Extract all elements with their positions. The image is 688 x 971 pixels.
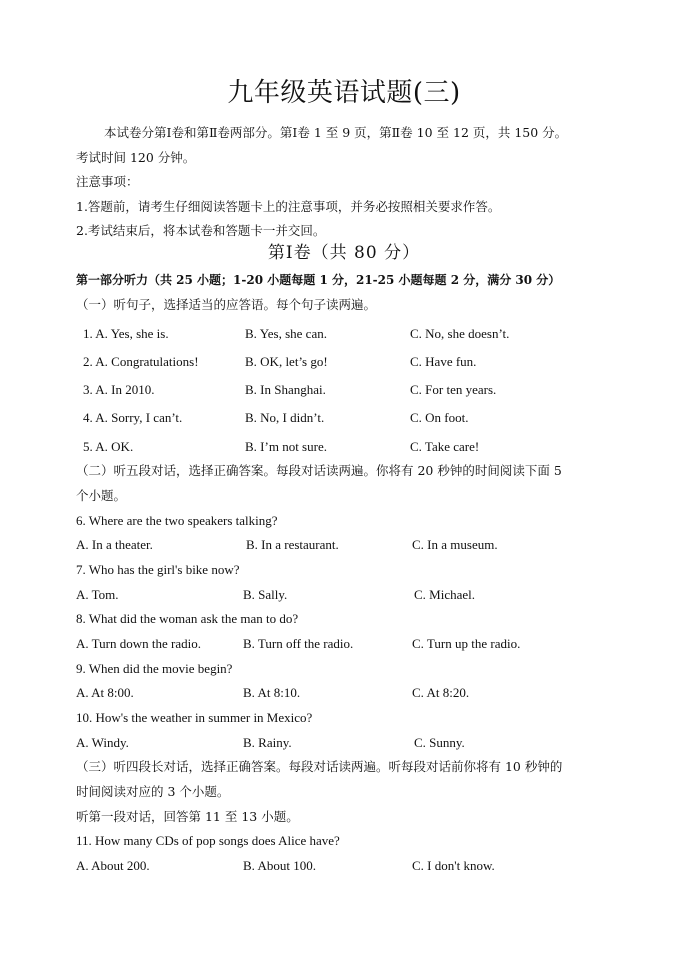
q8-option-b: B. Turn off the radio. [243, 636, 354, 651]
q10-option-a: A. Windy. [76, 735, 129, 750]
q4-option-c: C. On foot. [410, 410, 469, 425]
q7-option-a: A. Tom. [76, 587, 119, 602]
q7-option-b: B. Sally. [243, 587, 288, 602]
part-1-heading: 第一部分听力（共 25 小题；1-20 小题每题 1 分，21-25 小题每题 2 分，满分 30 分） [76, 273, 561, 287]
page-title: 九年级英语试题(三) [227, 78, 461, 108]
q11-question: 11. How many CDs of pop songs does Alice have? [76, 833, 340, 848]
q6-question: 6. Where are the two speakers talking? [76, 513, 278, 528]
sub-2-heading-line-1: （二）听五段对话，选择正确答案。每段对话读两遍。你将有 20 秒钟的时间阅读下面 5 [76, 463, 562, 478]
q5-option-b: B. I’m not sure. [245, 439, 327, 454]
intro-line-2: 考试时间 120 分钟。 [76, 150, 196, 165]
q6-option-c: C. In a museum. [412, 537, 498, 552]
q8-option-c: C. Turn up the radio. [412, 636, 521, 651]
q10-option-c: C. Sunny. [414, 735, 465, 750]
intro-line-1: 本试卷分第Ⅰ卷和第Ⅱ卷两部分。第Ⅰ卷 1 至 9 页，第Ⅱ卷 10 至 12 页，共 150 分。 [104, 125, 568, 140]
sub-2-heading-line-2: 个小题。 [76, 488, 127, 503]
notes-heading: 注意事项： [76, 174, 139, 189]
q5-option-c: C. Take care! [410, 439, 480, 454]
q3-option-c: C. For ten years. [410, 382, 497, 397]
sub-3-intro: 听第一段对话，回答第 11 至 13 小题。 [76, 809, 299, 824]
q9-option-a: A. At 8:00. [76, 685, 134, 700]
q3-option-b: B. In Shanghai. [245, 382, 326, 397]
q2-option-b: B. OK, let’s go! [245, 354, 328, 369]
q5-option-a: 5. A. OK. [83, 439, 134, 454]
q9-option-b: B. At 8:10. [243, 685, 301, 700]
sub-1-heading: （一）听句子，选择适当的应答语。每个句子读两遍。 [76, 297, 377, 312]
section-1-title: 第Ⅰ卷（共 80 分） [267, 243, 421, 263]
q3-option-a: 3. A. In 2010. [83, 382, 155, 397]
q9-question: 9. When did the movie begin? [76, 661, 233, 676]
q1-option-b: B. Yes, she can. [245, 326, 327, 341]
q11-option-c: C. I don't know. [412, 858, 495, 873]
q11-option-b: B. About 100. [243, 858, 316, 873]
q8-question: 8. What did the woman ask the man to do? [76, 611, 299, 626]
q7-option-c: C. Michael. [414, 587, 476, 602]
q7-question: 7. Who has the girl's bike now? [76, 562, 240, 577]
q6-option-a: A. In a theater. [76, 537, 153, 552]
q2-option-c: C. Have fun. [410, 354, 477, 369]
q11-option-a: A. About 200. [76, 858, 150, 873]
q10-option-b: B. Rainy. [243, 735, 292, 750]
sub-3-heading-line-1: （三）听四段长对话，选择正确答案。每段对话读两遍。听每段对话前你将有 10 秒钟的 [76, 759, 563, 774]
notes-item-2: 2.考试结束后，将本试卷和答题卡一并交回。 [76, 223, 326, 238]
notes-item-1: 1.答题前，请考生仔细阅读答题卡上的注意事项，并务必按照相关要求作答。 [76, 199, 501, 214]
q10-question: 10. How's the weather in summer in Mexico? [76, 710, 313, 725]
q4-option-a: 4. A. Sorry, I can’t. [83, 410, 183, 425]
q6-option-b: B. In a restaurant. [246, 537, 339, 552]
q2-option-a: 2. A. Congratulations! [83, 354, 199, 369]
sub-3-heading-line-2: 时间阅读对应的 3 个小题。 [76, 784, 230, 799]
q1-option-c: C. No, she doesn’t. [410, 326, 510, 341]
q1-option-a: 1. A. Yes, she is. [83, 326, 169, 341]
q4-option-b: B. No, I didn’t. [245, 410, 325, 425]
q9-option-c: C. At 8:20. [412, 685, 470, 700]
q8-option-a: A. Turn down the radio. [76, 636, 201, 651]
